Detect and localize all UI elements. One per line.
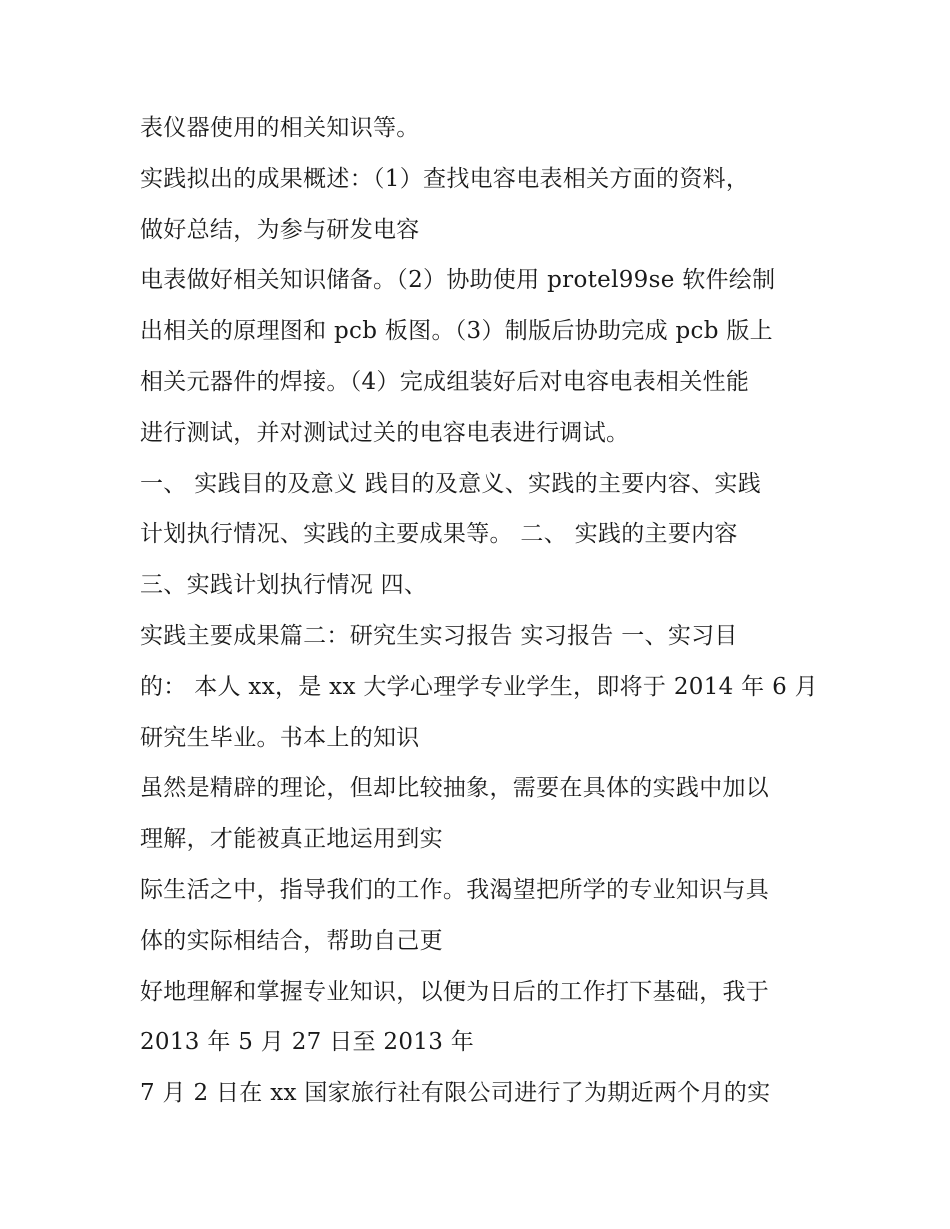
text-line: 做好总结，为参与研发电容 xyxy=(140,216,420,243)
text-line: 相关元器件的焊接。（4）完成组装好后对电容电表相关性能 xyxy=(140,368,750,395)
text-line: 好地理解和掌握专业知识，以便为日后的工作打下基础，我于 xyxy=(140,978,770,1005)
text-line: 的： 本人 xx，是 xx 大学心理学专业学生，即将于 2014 年 6 月 xyxy=(140,673,818,700)
text-line: 实践拟出的成果概述：（1）查找电容电表相关方面的资料， xyxy=(140,165,750,192)
text-line: 实践主要成果篇二：研究生实习报告 实习报告 一、实习目 xyxy=(140,622,738,649)
text-line: 进行测试，并对测试过关的电容电表进行调试。 xyxy=(140,419,630,446)
text-line: 2013 年 5 月 27 日至 2013 年 xyxy=(140,1029,475,1056)
text-line: 体的实际相结合，帮助自己更 xyxy=(140,927,443,954)
text-line: 际生活之中，指导我们的工作。我渴望把所学的专业知识与具 xyxy=(140,876,770,903)
text-line: 7 月 2 日在 xx 国家旅行社有限公司进行了为期近两个月的实 xyxy=(140,1080,771,1107)
text-line: 表仪器使用的相关知识等。 xyxy=(140,115,420,141)
text-line: 出相关的原理图和 pcb 板图。（3）制版后协助完成 pcb 版上 xyxy=(140,318,773,345)
text-line: 电表做好相关知识储备。（2）协助使用 protel99se 软件绘制 xyxy=(140,267,776,294)
text-line: 计划执行情况、实践的主要成果等。 二、 实践的主要内容 xyxy=(140,521,738,548)
text-line: 研究生毕业。书本上的知识 xyxy=(140,724,420,751)
text-line: 虽然是精辟的理论，但却比较抽象，需要在具体的实践中加以 xyxy=(140,775,770,802)
text-line: 一、 实践目的及意义 践目的及意义、实践的主要内容、实践 xyxy=(140,470,762,497)
body-text xyxy=(140,103,830,1119)
text-line: 理解，才能被真正地运用到实 xyxy=(140,826,443,853)
text-line: 三、实践计划执行情况 四、 xyxy=(140,572,428,599)
